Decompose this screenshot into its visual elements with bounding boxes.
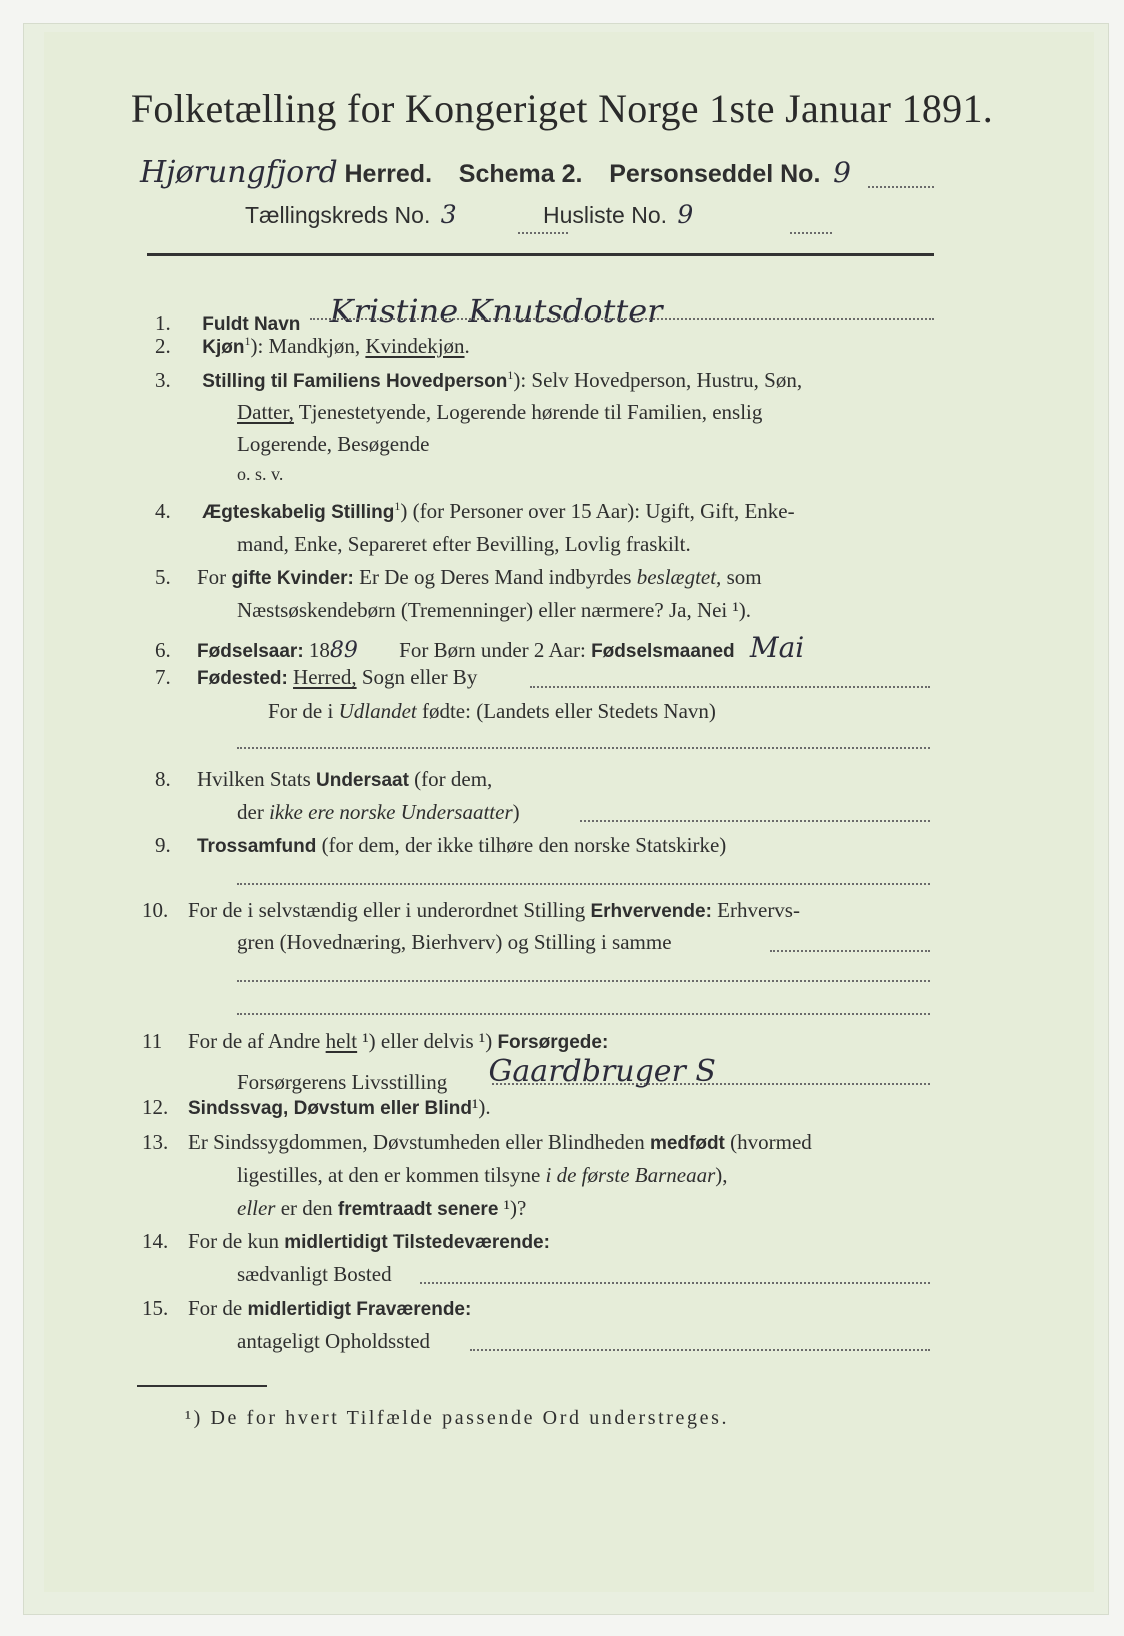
q8-text-b: (for dem, <box>408 767 493 791</box>
q3-row <box>155 368 802 393</box>
q7-text-c: fødte: (Landets eller Stedets Navn) <box>416 699 716 723</box>
q15-text-b: antageligt Opholdssted <box>237 1329 431 1353</box>
q6-prefix: 18 <box>303 638 330 662</box>
herred-name-handwritten: Hjørungfjord <box>140 155 338 190</box>
q6-label-b: Fødselsmaaned <box>591 641 735 662</box>
q1-number: 1. <box>155 311 171 335</box>
q13-label: medfødt <box>649 1133 725 1154</box>
q13-italic-b: eller <box>237 1196 276 1220</box>
q3-label: Stilling til Familiens Hovedperson <box>202 371 508 392</box>
q13-text-e: er den <box>275 1196 338 1220</box>
q11-dots <box>492 1083 930 1085</box>
husliste-no: 9 <box>677 200 694 229</box>
q8-label: Undersaat <box>316 770 409 791</box>
q2-sup: 1 <box>244 334 251 348</box>
q5-row <box>155 565 762 590</box>
q13-number: 13. <box>142 1130 169 1154</box>
q12-number: 12. <box>142 1095 169 1119</box>
q12-label: Sindssvag, Døvstum eller Blind <box>188 1098 473 1119</box>
kreds-line <box>245 200 693 229</box>
q15-row <box>142 1296 471 1321</box>
personseddel-label: Personseddel No. <box>609 160 821 188</box>
q10-row <box>142 898 800 923</box>
q8-italic: ikke ere norske Undersaatter <box>269 800 513 824</box>
q13-italic: i de første Barneaar <box>545 1163 716 1187</box>
q13-row <box>142 1130 812 1155</box>
q5-label: gifte Kvinder: <box>231 568 354 589</box>
q11-text-b: ¹) eller delvis ¹) <box>357 1029 498 1053</box>
schema-label: Schema 2. <box>458 160 583 188</box>
q9-number: 9. <box>155 833 171 857</box>
q10-text-a: For de i selvstændig eller i underordnet Stilling <box>188 898 591 922</box>
q4-row <box>155 499 795 524</box>
q1-dots <box>310 318 934 320</box>
q13-text-f: ¹)? <box>498 1196 527 1220</box>
q10-dots-2 <box>237 980 930 982</box>
q5-text-b: Er De og Deres Mand indbyrdes <box>353 565 637 589</box>
herred-label: Herred. <box>344 160 433 188</box>
q8-row <box>155 767 492 792</box>
q5-number: 5. <box>155 565 171 589</box>
personseddel-dots <box>868 186 934 188</box>
q10-number: 10. <box>142 898 169 922</box>
q12-row <box>142 1095 491 1120</box>
q5-text-d: Næstsøskendebørn (Tremenninger) eller nærmere? Ja, Nei ¹). <box>237 598 752 622</box>
q7-label: Fødested: <box>197 668 288 689</box>
q10-text-b: Erhvervs- <box>711 898 800 922</box>
kreds-no: 3 <box>440 200 457 229</box>
q4-label: Ægteskabelig Stilling <box>202 502 395 523</box>
q3-text-c: Logerende, Besøgende <box>237 432 430 456</box>
q7-dots-2 <box>237 747 930 749</box>
q14-row <box>142 1229 550 1254</box>
q13-row-3 <box>237 1196 526 1221</box>
q14-text-b: sædvanligt Bosted <box>237 1262 392 1286</box>
q10-label: Erhvervende: <box>590 901 712 922</box>
q3-row-2 <box>237 400 762 425</box>
q5-text-c: som <box>721 565 762 589</box>
q9-row <box>155 833 726 858</box>
q9-text: (for dem, der ikke tilhøre den norske Statskirke) <box>316 833 727 857</box>
herred-line <box>140 155 851 190</box>
q8-number: 8. <box>155 767 171 791</box>
q13-label-b: fremtraadt senere <box>337 1199 499 1220</box>
q2-label: Kjøn <box>202 337 245 358</box>
q3-text-d: o. s. v. <box>237 464 284 484</box>
form-paper <box>44 32 1094 1592</box>
q11-row-2 <box>237 1054 716 1097</box>
q10-dots-1 <box>770 950 930 952</box>
q11-text-a: For de af Andre <box>188 1029 326 1053</box>
q2-row <box>155 334 470 359</box>
q8-text-c: der <box>237 800 270 824</box>
q11-selected-option: helt <box>325 1029 358 1053</box>
q13-text-a: Er Sindssygdommen, Døvstumheden eller Blindheden <box>188 1130 650 1154</box>
q12-end: ¹). <box>472 1095 491 1119</box>
q4-number: 4. <box>155 499 171 523</box>
q2-end: . <box>464 334 470 358</box>
q7-italic: Udlandet <box>338 699 417 723</box>
q11-label: Forsørgede: <box>497 1032 609 1053</box>
form-title: Folketælling for Kongeriget Norge 1ste Januar 1891. <box>130 86 994 131</box>
q7-row-2 <box>268 699 716 724</box>
q13-text-b: (hvormed <box>724 1130 812 1154</box>
q6-text-b: For Børn under 2 Aar: <box>399 638 592 662</box>
q4-sup: 1 <box>394 499 401 513</box>
q7-number: 7. <box>155 665 171 689</box>
q8-text-d: ) <box>512 800 520 824</box>
q14-label: midlertidigt Tilstedeværende: <box>284 1232 550 1253</box>
q2-selected-option: Kvindekjøn <box>365 334 465 358</box>
q14-number: 14. <box>142 1229 169 1253</box>
q8-text-a: Hvilken Stats <box>197 767 316 791</box>
q13-text-d: ), <box>715 1163 728 1187</box>
q15-number: 15. <box>142 1296 169 1320</box>
census-form-sheet <box>24 24 1108 1614</box>
q13-row-2 <box>237 1163 728 1188</box>
q15-label: midlertidigt Fraværende: <box>247 1299 472 1320</box>
q3-selected-option: Datter, <box>237 400 294 424</box>
q10-dots-3 <box>237 1013 930 1015</box>
footnote-rule <box>137 1385 267 1387</box>
q15-text-a: For de <box>188 1296 248 1320</box>
q11-number: 11 <box>142 1029 163 1053</box>
q7-selected-option: Herred, <box>293 665 357 689</box>
birth-year-value: 89 <box>329 638 358 663</box>
q8-dots <box>580 820 930 822</box>
q3-text-b: Tjenestetyende, Logerende hørende til Familien, enslig <box>293 400 763 424</box>
q6-number: 6. <box>155 638 171 662</box>
q4-text-a: ) (for Personer over 15 Aar): Ugift, Gift, Enke- <box>400 499 795 523</box>
provider-occupation-value: Gaardbruger S <box>488 1054 716 1089</box>
q9-dots <box>237 883 930 885</box>
q14-dots <box>420 1282 930 1284</box>
q1-label: Fuldt Navn <box>202 314 301 335</box>
q10-text-c: gren (Hovednæring, Bierhverv) og Stilling i samme <box>237 930 672 954</box>
q6-row <box>155 631 804 664</box>
q3-sup: 1 <box>507 368 514 382</box>
q8-row-2 <box>237 800 520 825</box>
q9-label: Trossamfund <box>197 836 317 857</box>
kreds-label: Tællingskreds No. <box>245 202 431 228</box>
q3-number: 3. <box>155 368 171 392</box>
q3-text-a: ): Selv Hovedperson, Hustru, Søn, <box>513 368 803 392</box>
q13-text-c: ligestilles, at den er kommen tilsyne <box>237 1163 546 1187</box>
kreds-dots <box>518 232 568 234</box>
q6-label: Fødselsaar: <box>197 641 304 662</box>
q4-text-b: mand, Enke, Separeret efter Bevilling, Lovlig fraskilt. <box>237 532 691 556</box>
q15-dots <box>470 1349 930 1351</box>
q7-text-a: Sogn eller By <box>356 665 478 689</box>
q14-text-a: For de kun <box>188 1229 285 1253</box>
husliste-dots <box>790 232 832 234</box>
birth-month-value: Mai <box>749 631 805 664</box>
q5-text-a: For <box>197 565 232 589</box>
q7-dots <box>530 686 930 688</box>
personseddel-no: 9 <box>833 156 851 189</box>
q5-italic: beslægtet, <box>636 565 722 589</box>
husliste-label: Husliste No. <box>543 202 668 228</box>
q11-text-c: Forsørgerens Livsstilling <box>237 1070 448 1094</box>
header-rule <box>147 253 934 256</box>
q11-row <box>142 1029 608 1054</box>
footnote: ¹) De for hvert Tilfælde passende Ord understreges. <box>185 1407 730 1429</box>
q2-text: ): Mandkjøn, <box>250 334 366 358</box>
q7-row <box>155 665 477 690</box>
q7-text-b: For de i <box>268 699 339 723</box>
full-name-value: Kristine Knutsdotter <box>329 292 663 330</box>
q2-number: 2. <box>155 334 171 358</box>
